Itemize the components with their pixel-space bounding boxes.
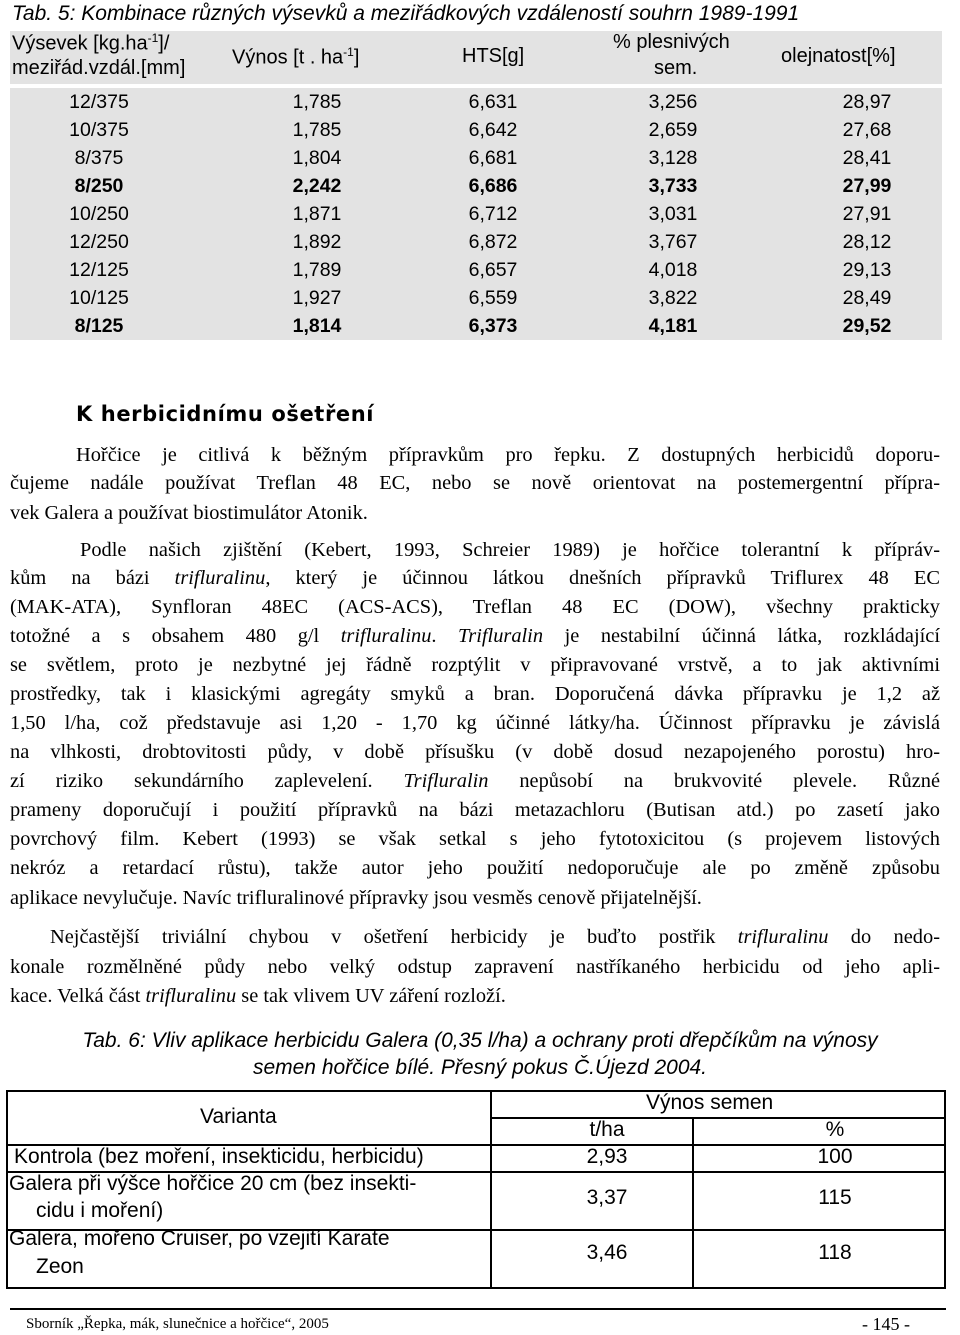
body-text: čujeme nadále používat Treflan 48 EC, nebo se nově orientovat na postemergentní přípra- — [10, 472, 940, 494]
table5-cell-yield: 1,871 — [292, 203, 342, 225]
body-line — [10, 922, 940, 952]
table5-cell-mold: 4,181 — [648, 315, 698, 337]
table5-cell-mold: 4,018 — [648, 259, 698, 281]
body-term-italic: trifluralinu — [145, 985, 237, 1007]
table5-header-combo-line2: meziřád.vzdál.[mm] — [12, 57, 186, 79]
table5-header-combo: Výsevek $[kg.ha^{-1}]/$ — [12, 31, 170, 55]
table6-row3-variant-line2: Zeon — [36, 1255, 84, 1278]
table6-row3-pct: 118 — [818, 1241, 852, 1264]
table5-header-oil: olejnatost[%] — [781, 45, 896, 67]
table5-row — [10, 284, 942, 312]
table6-row2-pct: 115 — [818, 1186, 852, 1209]
body-text: kům na bázi — [10, 567, 175, 589]
table5-cell-hts: 6,712 — [468, 203, 518, 225]
body-text: . — [431, 625, 459, 647]
body-text: (MAK-ATA), Synfloran 48EC (ACS-ACS), Treflan 48 EC (DOW), všechny prakticky — [10, 596, 940, 618]
table5-cell-yield: 1,804 — [292, 147, 342, 169]
table5-cell-oil: 27,91 — [842, 203, 892, 225]
body-line — [10, 737, 940, 767]
table6-row3-variant: Galera, mořeno Cruiser, po vzejití Karate — [9, 1227, 390, 1250]
table5-cell-mold: 3,767 — [648, 231, 698, 253]
table5-header-mold-line2: sem. — [654, 57, 698, 79]
body-text: se tak vlivem UV záření rozloží. — [236, 985, 506, 1007]
table5-cell-yield: 1,785 — [292, 91, 342, 113]
body-line — [10, 563, 940, 593]
table5-header-yield: Výnos [t . $ha^{-1}$] — [232, 45, 360, 69]
table6-row1-tha: 2,93 — [586, 1145, 628, 1168]
table5-header-mold: % plesnivých — [613, 31, 730, 53]
body-text: prostředky, tak i klasickými agregáty smyků a bran. Doporučená dávka přípravku je 1,2 až — [10, 683, 940, 705]
table5-cell-mold: 3,031 — [648, 203, 698, 225]
table5-row — [10, 200, 942, 228]
table5-row — [10, 228, 942, 256]
table5-cell-mold: 2,659 — [648, 119, 698, 141]
table5-cell-combo: 8/375 — [74, 147, 124, 169]
table5-cell-combo: 10/125 — [69, 287, 129, 309]
footer-source: Sborník „Řepka, mák, slunečnice a hořčice“, 2005 — [26, 1316, 329, 1332]
footer-rule — [10, 1308, 946, 1310]
table6-header-pct: % — [825, 1118, 845, 1141]
body-line — [10, 679, 940, 709]
body-text: vek Galera a používat biostimulátor Atonik. — [10, 502, 368, 524]
body-line — [10, 952, 940, 982]
table6-caption-line2: semen hořčice bílé. Přesný pokus Č.Újezd 2004. — [252, 1056, 708, 1079]
body-line — [10, 824, 940, 854]
table6-row2-variant: Galera při výšce hořčice 20 cm (bez insekti- — [9, 1172, 417, 1195]
body-line — [10, 883, 940, 913]
table5-cell-oil: 28,49 — [842, 287, 892, 309]
table5-cell-combo: 8/250 — [74, 175, 124, 197]
table5-cell-oil: 28,12 — [842, 231, 892, 253]
body-text: povrchový film. Kebert (1993) se však setkal s jeho fytotoxicitou (s projevem listových — [10, 828, 940, 850]
table5-header-hts: HTS[g] — [462, 45, 525, 67]
body-text: prameny doporučují i použití přípravků na bázi metazachloru (Butisan atd.) po zasetí jako — [10, 799, 940, 821]
body-text: Hořčice je citlivá k běžným přípravkům pro řepku. Z dostupných herbicidů doporu- — [76, 444, 940, 466]
table5-cell-oil: 29,13 — [842, 259, 892, 281]
body-line — [10, 766, 940, 796]
table5-cell-yield: 1,785 — [292, 119, 342, 141]
table5-caption: Tab. 5: Kombinace různých výsevků a meziřádkových vzdáleností souhrn 1989-1991 — [12, 2, 800, 25]
body-line — [10, 650, 940, 680]
body-text: kace. Velká část — [10, 985, 146, 1007]
table5-cell-hts: 6,657 — [468, 259, 518, 281]
table5-cell-oil: 27,99 — [842, 175, 892, 197]
table5-cell-yield: 1,927 — [292, 287, 342, 309]
section-heading: K herbicidnímu ošetření — [76, 402, 375, 426]
table6-header-variant: Varianta — [200, 1105, 277, 1128]
table5-cell-hts: 6,681 — [468, 147, 518, 169]
table5-header — [10, 31, 942, 84]
body-term-italic: trifluralinu — [340, 625, 432, 647]
table5-row — [10, 88, 942, 116]
body-line — [10, 621, 940, 651]
table6-header-yield: Výnos semen — [646, 1091, 774, 1114]
body-line — [10, 981, 940, 1011]
table6-caption: Tab. 6: Vliv aplikace herbicidu Galera (0,35 l/ha) a ochrany proti dřepčíkům na výnosy — [82, 1029, 878, 1052]
table5-cell-yield: 2,242 — [292, 175, 342, 197]
table5-cell-combo: 10/375 — [69, 119, 129, 141]
table5-cell-hts: 6,373 — [468, 315, 518, 337]
table5-cell-hts: 6,686 — [468, 175, 518, 197]
table6-row3-tha: 3,46 — [586, 1241, 628, 1264]
body-text: konale rozmělněné půdy nebo velký odstup zapravení nastříkaného herbicidu od jeho apli- — [10, 956, 940, 978]
body-text: nekróz a retardací růstu), takže autor jeho použití nedoporučuje ale po změně způsobu — [10, 857, 940, 879]
body-line — [10, 592, 940, 622]
body-text: 1,50 l/ha, což představuje asi 1,20 - 1,70 kg účinné látky/ha. Účinnost přípravku je závislá — [10, 712, 940, 734]
table5-cell-mold: 3,128 — [648, 147, 698, 169]
table5-cell-mold: 3,256 — [648, 91, 698, 113]
table5-cell-hts: 6,631 — [468, 91, 518, 113]
table6-row1-pct: 100 — [817, 1145, 853, 1168]
table5-row — [10, 312, 942, 340]
table5-cell-combo: 12/125 — [69, 259, 129, 281]
body-text: totožné a s obsahem 480 g/l — [10, 625, 341, 647]
table6-row2-variant-line2: cidu i moření) — [36, 1199, 164, 1222]
table5-cell-combo: 10/250 — [69, 203, 129, 225]
table5-cell-yield: 1,892 — [292, 231, 342, 253]
table5-cell-combo: 12/250 — [69, 231, 129, 253]
table5 — [10, 31, 942, 343]
table6-row1-variant: Kontrola (bez moření, insekticidu, herbicidu) — [14, 1145, 424, 1168]
body-line — [10, 708, 940, 738]
table5-cell-oil: 27,68 — [842, 119, 892, 141]
body-text: , který je účinnou látkou dnešních přípravků Triflurex 48 EC — [265, 567, 940, 589]
body-text: aplikace nevylučuje. Navíc trifluralinové přípravky jsou vesměs cenově přijatelnější. — [10, 887, 702, 909]
table6-row2-tha: 3,37 — [586, 1186, 628, 1209]
body-text: se světlem, proto je nezbytné jej řádně rozptýlit v připravované vrstvě, a to jak aktivními — [10, 654, 940, 676]
body-text: na vlhkosti, drobtovitosti půdy, v době přísušku (v době dosud nezapojeného porostu) hro- — [10, 741, 940, 763]
table5-cell-oil: 29,52 — [842, 315, 892, 337]
body-text: je nestabilní účinná látka, rozkládající — [543, 625, 940, 647]
body-line — [10, 795, 940, 825]
body-term-italic: trifluralinu — [737, 926, 829, 948]
table6 — [6, 1090, 946, 1288]
table5-cell-hts: 6,872 — [468, 231, 518, 253]
table5-row — [10, 116, 942, 144]
page-number: - 145 - — [862, 1314, 910, 1334]
body-text: Podle našich zjištění (Kebert, 1993, Schreier 1989) je hořčice tolerantní k přípráv- — [80, 539, 940, 561]
table6-header-tha: t/ha — [589, 1118, 625, 1141]
table5-cell-oil: 28,41 — [842, 147, 892, 169]
body-text: Nejčastější triviální chybou v ošetření herbicidy je buďto postřik — [50, 926, 738, 948]
table5-row — [10, 256, 942, 284]
body-line — [10, 535, 940, 565]
body-term-italic: Trifluralin — [403, 770, 489, 792]
body-line — [10, 468, 940, 498]
table5-row — [10, 172, 942, 200]
body-term-italic: Trifluralin — [458, 625, 544, 647]
table5-cell-hts: 6,559 — [468, 287, 518, 309]
table5-cell-oil: 28,97 — [842, 91, 892, 113]
body-text: do nedo- — [828, 926, 940, 948]
table5-cell-mold: 3,822 — [648, 287, 698, 309]
body-term-italic: trifluralinu — [174, 567, 266, 589]
body-line — [10, 498, 940, 528]
table5-row — [10, 144, 942, 172]
table5-cell-mold: 3,733 — [648, 175, 698, 197]
table5-cell-combo: 12/375 — [69, 91, 129, 113]
body-line — [10, 853, 940, 883]
body-text: nepůsobí na brukvovité plevele. Různé — [488, 770, 940, 792]
body-text: zí riziko sekundárního zaplevelení. — [10, 770, 404, 792]
table5-cell-hts: 6,642 — [468, 119, 518, 141]
body-line — [10, 440, 940, 470]
table5-cell-yield: 1,789 — [292, 259, 342, 281]
table5-cell-yield: 1,814 — [292, 315, 342, 337]
table5-cell-combo: 8/125 — [74, 315, 124, 337]
